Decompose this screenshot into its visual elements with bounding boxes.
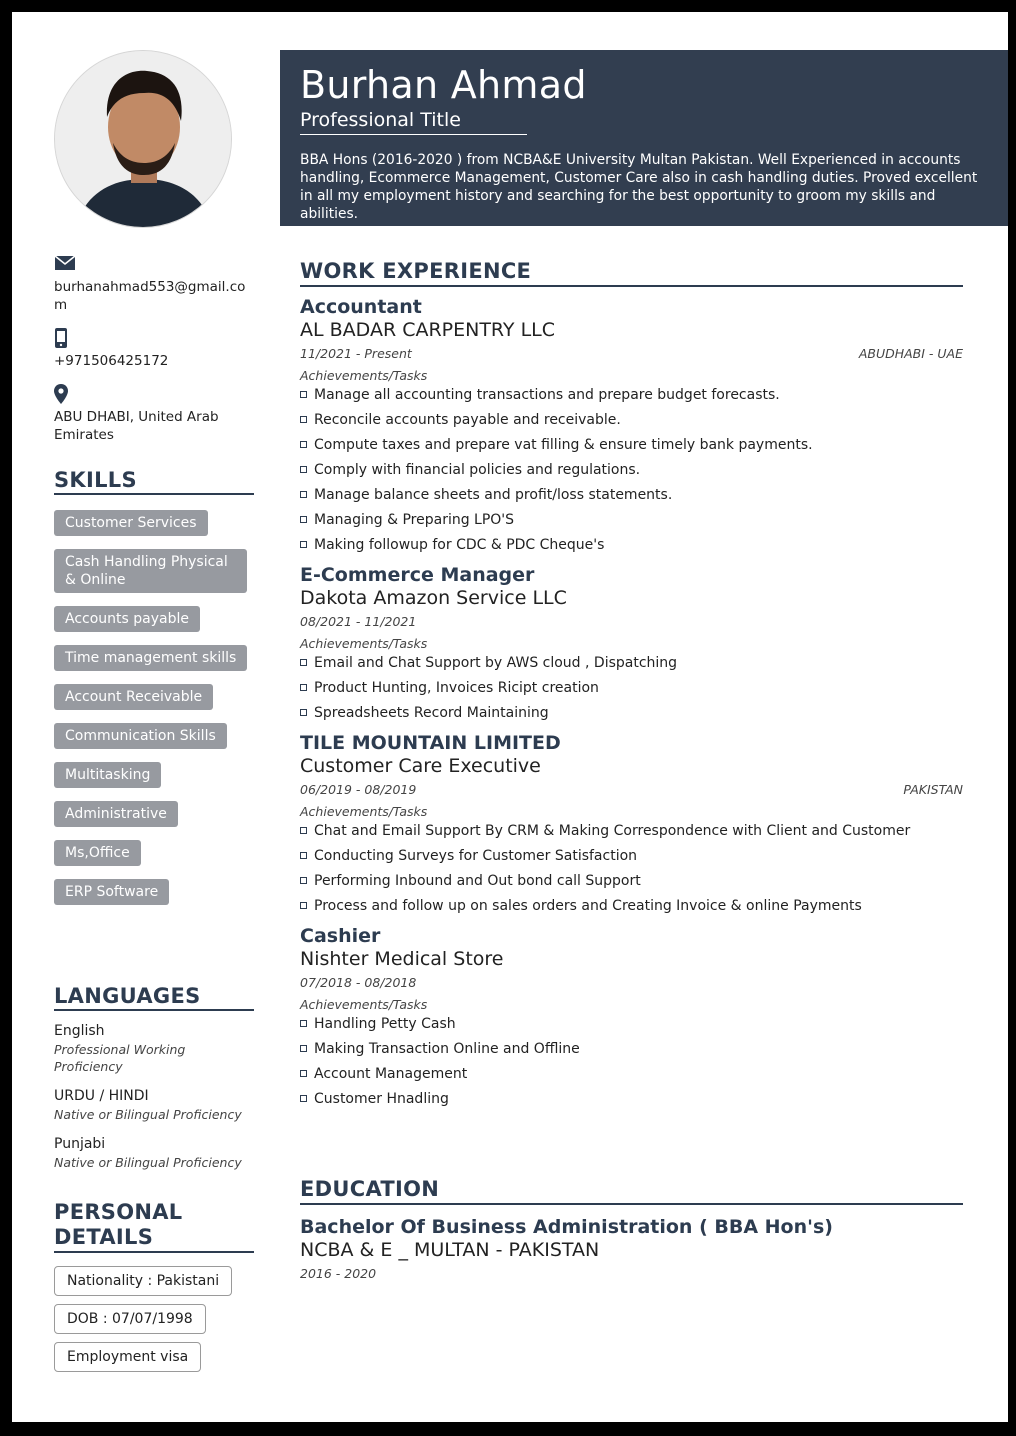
job-dates: 07/2018 - 08/2018 xyxy=(300,975,417,990)
languages-list xyxy=(54,1022,254,1183)
job-meta xyxy=(300,613,963,631)
achievements-label: Achievements/Tasks xyxy=(300,368,428,383)
task-item: Conducting Surveys for Customer Satisfaction xyxy=(300,847,963,866)
task-item: Product Hunting, Invoices Ricipt creation xyxy=(300,679,963,698)
task-list xyxy=(300,386,963,555)
job-meta xyxy=(300,974,963,992)
job-company: Nishter Medical Store xyxy=(300,948,504,970)
summary-text: BBA Hons (2016-2020 ) from NCBA&E University Multan Pakistan. Well Experienced in accounts handling, Ecommerce Management, Customer Care also in cash handling duties. Proved excellent in all my employment history and searching for the best opportunity to groom my skills and abilities. xyxy=(300,152,978,222)
header-banner xyxy=(280,50,1008,226)
job-entry xyxy=(300,731,963,916)
personal-details-list xyxy=(54,1266,232,1380)
envelope-icon xyxy=(54,254,254,274)
professional-title: Professional Title xyxy=(300,108,527,135)
skills-heading: SKILLS xyxy=(54,468,254,495)
job-meta xyxy=(300,345,963,363)
candidate-name: Burhan Ahmad xyxy=(300,63,587,107)
task-item: Managing & Preparing LPO'S xyxy=(300,511,963,530)
skill-tag: Account Receivable xyxy=(54,684,213,710)
job-entry xyxy=(300,924,963,1109)
task-item: Account Management xyxy=(300,1065,963,1084)
job-location: ABUDHABI - UAE xyxy=(858,346,963,361)
task-item: Compute taxes and prepare vat filling & ensure timely bank payments. xyxy=(300,436,963,455)
skill-tag: Cash Handling Physical & Online xyxy=(54,549,247,593)
task-list xyxy=(300,1015,963,1109)
task-item: Manage all accounting transactions and prepare budget forecasts. xyxy=(300,386,963,405)
language-name: Punjabi xyxy=(54,1136,106,1152)
task-item: Handling Petty Cash xyxy=(300,1015,963,1034)
education-dates: 2016 - 2020 xyxy=(300,1266,377,1281)
job-dates: 11/2021 - Present xyxy=(300,346,412,361)
task-item: Reconcile accounts payable and receivable. xyxy=(300,411,963,430)
skill-tag: Administrative xyxy=(54,801,178,827)
task-item: Comply with financial policies and regulations. xyxy=(300,461,963,480)
personal-detail-box: DOB : 07/07/1998 xyxy=(54,1304,206,1334)
language-level: Professional Working Proficiency xyxy=(54,1042,186,1074)
job-location: PAKISTAN xyxy=(903,782,963,797)
skill-tag: Time management skills xyxy=(54,645,247,671)
person-silhouette-icon xyxy=(55,51,232,228)
personal-detail-box: Nationality : Pakistani xyxy=(54,1266,232,1296)
achievements-label: Achievements/Tasks xyxy=(300,997,428,1012)
task-item: Chat and Email Support By CRM & Making Correspondence with Client and Customer xyxy=(300,822,963,841)
job-title: Accountant xyxy=(300,296,422,318)
task-item: Process and follow up on sales orders and Creating Invoice & online Payments xyxy=(300,897,963,916)
education-degree: Bachelor Of Business Administration ( BBA Hon's) xyxy=(300,1216,833,1238)
education-heading: EDUCATION xyxy=(300,1176,963,1205)
language-level: Native or Bilingual Proficiency xyxy=(54,1107,242,1122)
task-item: Email and Chat Support by AWS cloud , Dispatching xyxy=(300,654,963,673)
education-school: NCBA & E _ MULTAN - PAKISTAN xyxy=(300,1239,600,1261)
task-item: Spreadsheets Record Maintaining xyxy=(300,704,963,723)
language-level: Native or Bilingual Proficiency xyxy=(54,1155,242,1170)
skill-tag: Multitasking xyxy=(54,762,161,788)
job-company: Customer Care Executive xyxy=(300,755,541,777)
task-item: Making followup for CDC & PDC Cheque's xyxy=(300,536,963,555)
skill-tag: Ms,Office xyxy=(54,840,141,866)
personal-detail-box: Employment visa xyxy=(54,1342,201,1372)
work-experience-heading: WORK EXPERIENCE xyxy=(300,258,963,287)
task-item: Making Transaction Online and Offline xyxy=(300,1040,963,1059)
achievements-label: Achievements/Tasks xyxy=(300,804,428,819)
task-item: Performing Inbound and Out bond call Support xyxy=(300,872,963,891)
location-text: ABU DHABI, United Arab Emirates xyxy=(54,409,219,443)
contact-block xyxy=(54,254,254,458)
phone-icon xyxy=(54,328,254,348)
job-title: Cashier xyxy=(300,925,381,947)
job-entry xyxy=(300,295,963,555)
job-dates: 08/2021 - 11/2021 xyxy=(300,614,417,629)
job-entry xyxy=(300,563,963,723)
languages-heading: LANGUAGES xyxy=(54,984,254,1011)
location-pin-icon xyxy=(54,384,254,404)
task-item: Manage balance sheets and profit/loss statements. xyxy=(300,486,963,505)
job-title: TILE MOUNTAIN LIMITED xyxy=(300,732,561,754)
profile-photo xyxy=(54,50,232,228)
language-name: English xyxy=(54,1023,105,1039)
skill-tag: Communication Skills xyxy=(54,723,227,749)
resume-page xyxy=(12,12,1008,1422)
language-name: URDU / HINDI xyxy=(54,1088,149,1104)
job-meta xyxy=(300,781,963,799)
work-experience-section xyxy=(300,258,963,1115)
job-company: Dakota Amazon Service LLC xyxy=(300,587,567,609)
job-title: E-Commerce Manager xyxy=(300,564,535,586)
skills-list xyxy=(54,510,256,918)
education-section xyxy=(300,1176,963,1283)
personal-details-heading: PERSONAL DETAILS xyxy=(54,1200,254,1253)
job-dates: 06/2019 - 08/2019 xyxy=(300,782,417,797)
job-company: AL BADAR CARPENTRY LLC xyxy=(300,319,556,341)
language-item xyxy=(54,1135,254,1171)
skill-tag: Customer Services xyxy=(54,510,208,536)
email-text[interactable]: burhanahmad553@gmail.com xyxy=(54,279,246,313)
skill-tag: Accounts payable xyxy=(54,606,200,632)
task-item: Customer Hnadling xyxy=(300,1090,963,1109)
task-list xyxy=(300,654,963,723)
task-list xyxy=(300,822,963,916)
achievements-label: Achievements/Tasks xyxy=(300,636,428,651)
language-item xyxy=(54,1022,254,1075)
skill-tag: ERP Software xyxy=(54,879,169,905)
phone-text[interactable]: +971506425172 xyxy=(54,353,169,369)
language-item xyxy=(54,1087,254,1123)
